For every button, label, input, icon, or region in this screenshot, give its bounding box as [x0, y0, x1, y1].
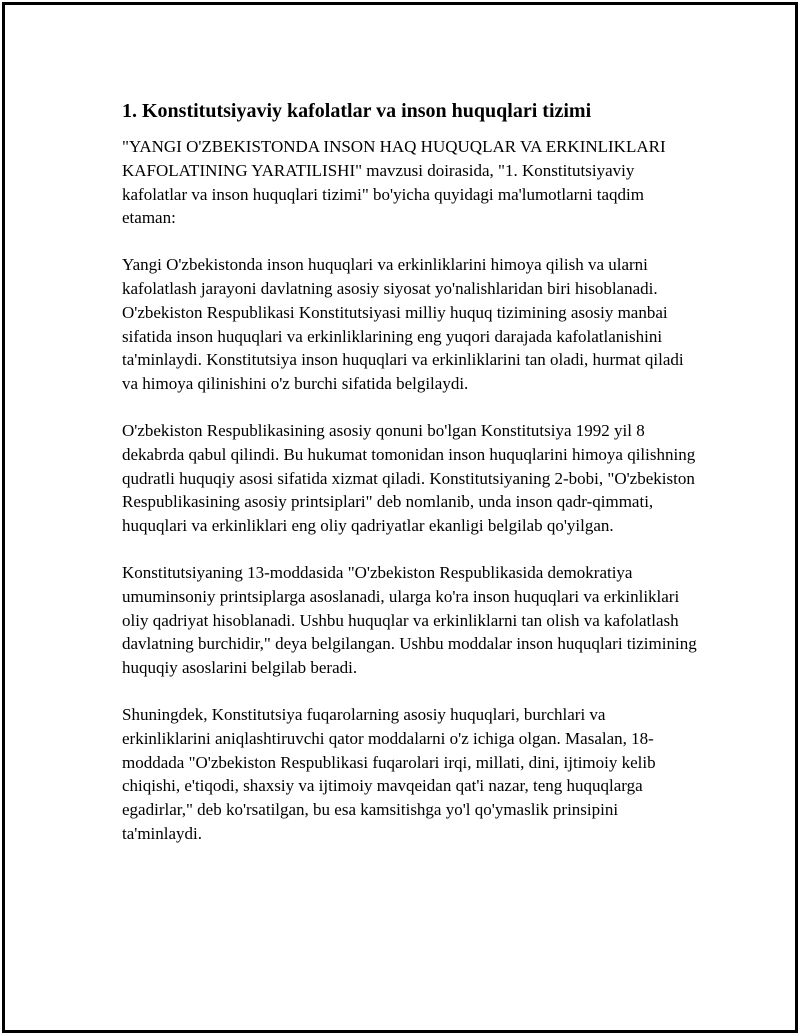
paragraph-4: Shuningdek, Konstitutsiya fuqarolarning asosiy huquqlari, burchlari va erkinliklarini aniqlashtiruvchi qator moddalarni o'z ichiga olgan. Masalan, 18-moddada "O'zbekiston Respublikasi fuqarolari irqi, millati, dini, ijtimoiy kelib chiqishi, e'tiqodi, shaxsiy va ijtimoiy mavqeidan qat'i nazar, teng huquqlarga egadirlar," deb ko'rsatilgan, bu esa kamsitishga yo'l qo'ymaslik prinsipini ta'minlaydi.	[122, 704, 656, 843]
paragraph-2: O'zbekiston Respublikasining asosiy qonuni bo'lgan Konstitutsiya 1992 yil 8 dekabrda qabul qilindi. Bu hukumat tomonidan inson huquqlarini himoya qilishning qudratli huquqiy asosi sifatida xizmat qiladi. Konstitutsiyaning 2-bobi, "O'zbekiston Respublikasining asosiy printsiplari" deb nomlanib, unda inson qadr-qimmati, huquqlari va erkinliklari eng oliy qadriyatlar ekanligi belgilab qo'yilgan.	[122, 420, 696, 536]
page-frame	[2, 2, 798, 1033]
paragraph-3: Konstitutsiyaning 13-moddasida "O'zbekiston Respublikasida demokratiya umuminsoniy printsiplarga asoslanadi, ularga ko'ra inson huquqlari va erkinliklari oliy qadriyat hisoblanadi. Ushbu huquqlar va erkinliklarni tan olish va kafolatlash davlatning burchidir," deya belgilangan. Ushbu moddalar inson huquqlari tizimining huquqiy asoslarini belgilab beradi.	[122, 562, 697, 678]
paragraph-1: Yangi O'zbekistonda inson huquqlari va erkinliklarini himoya qilish va ularni kafolatlash jarayoni davlatning asosiy siyosat yo'nalishlaridan biri hisoblanadi. O'zbekiston Respublikasi Konstitutsiyasi milliy huquq tizimining asosiy manbai sifatida inson huquqlari va erkinliklarining eng yuqori darajada kafolatlanishini ta'minlaydi. Konstitutsiya inson huquqlari va erkinliklarini tan oladi, hurmat qiladi va himoya qilinishini o'z burchi sifatida belgilaydi.	[122, 255, 684, 394]
document-body	[122, 98, 697, 869]
paragraph-intro: "YANGI O'ZBEKISTONDA INSON HAQ HUQUQLAR VA ERKINLIKLARI KAFOLATINING YARATILISHI" mavzusi doirasida, "1. Konstitutsiyaviy kafolatlar va inson huquqlari tizimi" bo'yicha quyidagi ma'lumotlarni taqdim etaman:	[122, 137, 666, 228]
section-heading: 1. Konstitutsiyaviy kafolatlar va inson huquqlari tizimi	[122, 100, 592, 122]
